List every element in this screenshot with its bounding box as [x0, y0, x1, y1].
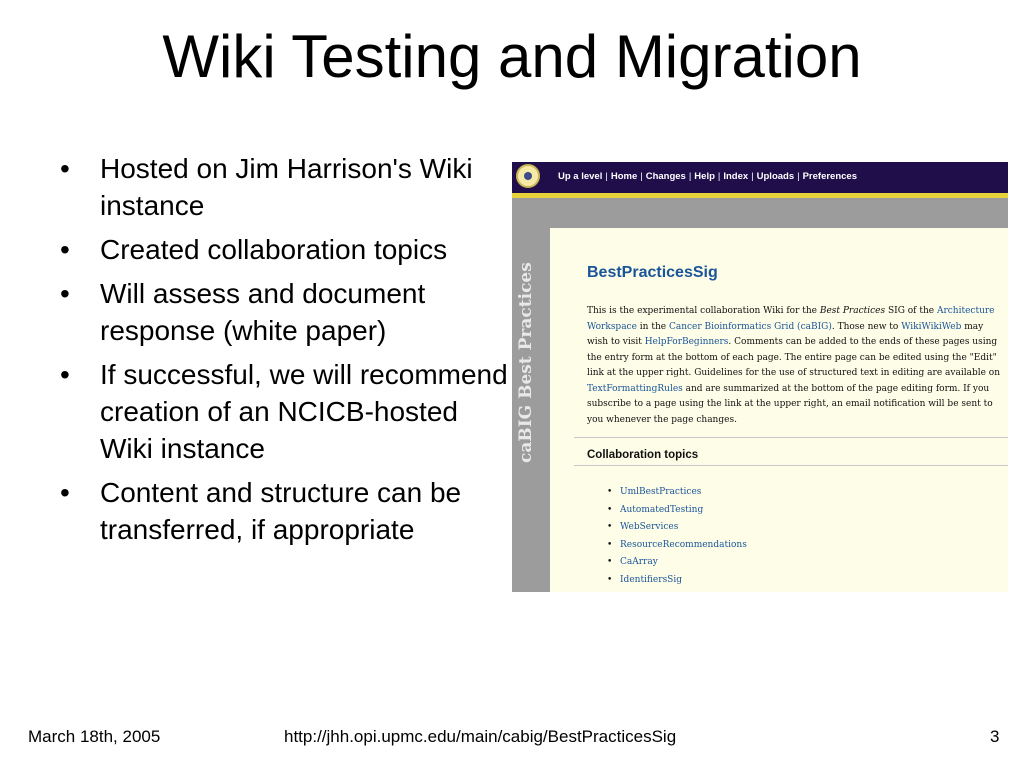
topic-link[interactable]: • AutomatedTesting [607, 502, 747, 520]
wiki-intro-text: This is the experimental collaboration Wiki for the Best Practices SIG of the Architecture Workspace in the Cancer Bioinformatics Grid (caBIG). Those new to WikiWikiWeb may wish to visit HelpForBeginners. Comments can be added to the ends of these pages using the entry form at the bottom of each page. The entire page can be edited using the "Edit" link at the upper right. Guidelines for the use of structured text in editing are available on TextFormattingRules and are summarized at the bottom of the page editing form. If you subscribe to a page using the link at the upper right, an email notification will be sent to you whenever the page changes. [587, 306, 1001, 425]
nav-link-preferences[interactable]: Preferences [802, 171, 857, 182]
link-cabig[interactable]: Cancer Bioinformatics Grid (caBIG) [668, 321, 832, 332]
nav-link-help[interactable]: Help [694, 171, 715, 182]
wiki-content [550, 228, 1008, 592]
nav-link-up-a-level[interactable]: Up a level [558, 171, 603, 182]
footer-url: http://jhh.opi.upmc.edu/main/cabig/BestPracticesSig [284, 727, 677, 746]
university-seal-icon [516, 164, 540, 188]
sidebar-title: caBIG Best Practices [516, 262, 536, 463]
page-number: 3 [990, 727, 1000, 746]
wiki-screenshot [512, 162, 1008, 592]
wiki-nav: Up a level | Home | Changes | Help | Index | Uploads | Preferences [558, 171, 857, 182]
nav-link-uploads[interactable]: Uploads [756, 171, 795, 182]
collaboration-topics-heading: Collaboration topics [587, 449, 699, 461]
divider [574, 465, 1008, 466]
bullet-item: • Hosted on Jim Harrison's Wiki instance [60, 150, 510, 224]
topic-link[interactable]: • WebServices [607, 519, 747, 537]
slide-title: Wiki Testing and Migration [162, 23, 862, 90]
nav-link-index[interactable]: Index [723, 171, 749, 182]
topic-link[interactable]: • IdentifiersSig [607, 572, 747, 590]
topic-link[interactable]: • ResourceRecommendations [607, 537, 747, 555]
link-helpforbeginners[interactable]: HelpForBeginners [644, 337, 729, 347]
topic-link[interactable]: • UmlBestPractices [607, 484, 747, 502]
bullet-item: • If successful, we will recommend creation of an NCICB-hosted Wiki instance [60, 356, 510, 467]
bullet-item: • Created collaboration topics [60, 231, 510, 268]
link-architecture-workspace[interactable]: Architecture Workspace [587, 306, 995, 332]
footer-date: March 18th, 2005 [28, 727, 161, 746]
nav-link-changes[interactable]: Changes [645, 171, 686, 182]
wiki-page-title[interactable]: BestPracticesSig [587, 264, 718, 281]
topic-link[interactable]: • CaArray [607, 554, 747, 572]
bullet-list [60, 150, 510, 555]
bullet-item: • Will assess and document response (white paper) [60, 275, 510, 349]
wiki-header-bar [512, 162, 1008, 193]
topics-list [607, 484, 747, 589]
divider [574, 437, 1008, 438]
wiki-sidebar [512, 198, 550, 592]
nav-link-home[interactable]: Home [610, 171, 638, 182]
link-textformattingrules[interactable]: TextFormattingRules [587, 383, 683, 394]
link-wikiwikiweb[interactable]: WikiWikiWeb [901, 321, 962, 332]
wiki-gray-bar [512, 198, 1008, 228]
bullet-item: • Content and structure can be transferred, if appropriate [60, 474, 510, 548]
